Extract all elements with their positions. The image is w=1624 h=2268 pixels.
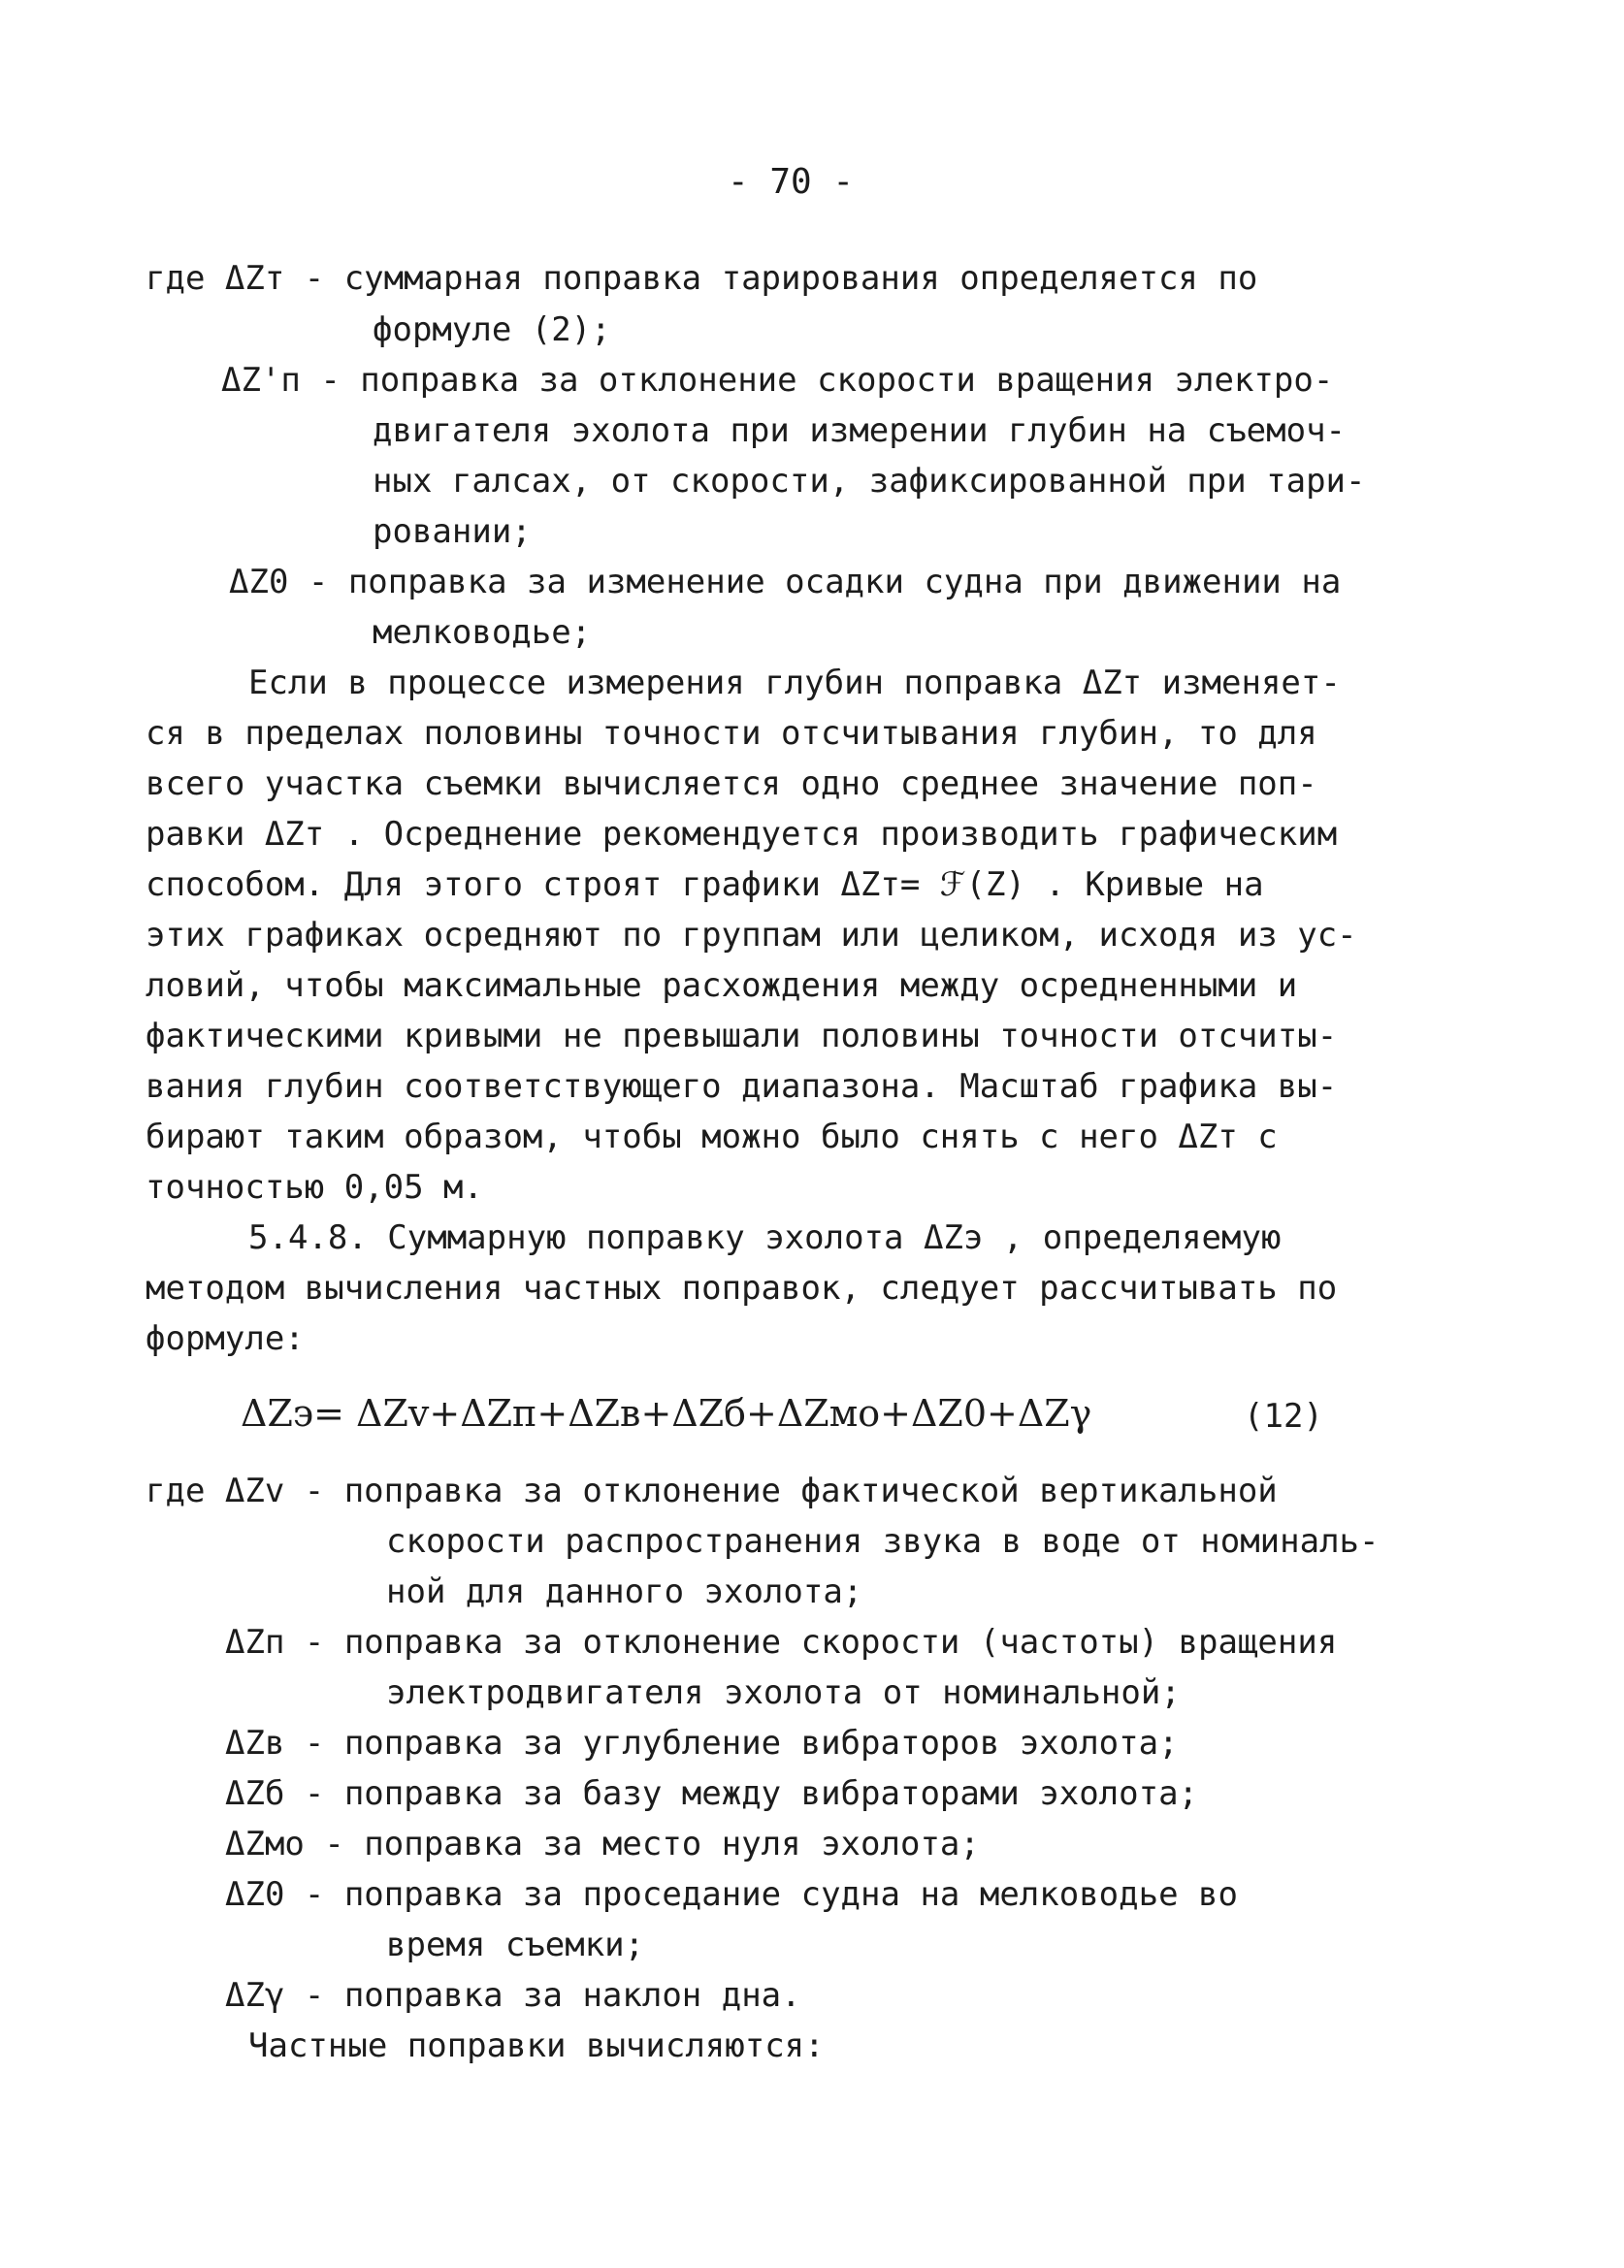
paragraph-line: вания глубин соответствующего диапазона. Масштаб графика вы- [146, 1067, 1338, 1106]
paragraph-line: бирают таким образом, чтобы можно было снять с него ΔZт с [146, 1118, 1278, 1156]
paragraph-line: формуле: [146, 1319, 305, 1358]
definition-line: ной для данного эхолота; [386, 1572, 863, 1611]
text-line: ΔZ0 - поправка за изменение осадки судна при движении на [229, 563, 1342, 601]
text-line: ных галсах, от скорости, зафиксированной при тари- [373, 462, 1366, 501]
definition-line: ΔZп - поправка за отклонение скорости (частоты) вращения [225, 1623, 1338, 1662]
definition-line: время съемки; [386, 1926, 645, 1964]
section-heading-line: 5.4.8. Суммарную поправку эхолота ΔZэ , определяемую [248, 1218, 1282, 1257]
page-number: - 70 - [728, 162, 855, 202]
paragraph-line: равки ΔZт . Осреднение рекомендуется производить графическим [146, 815, 1338, 854]
text-line: ровании; [373, 512, 532, 551]
definition-line: ΔZ0 - поправка за проседание судна на мелководье во [225, 1875, 1238, 1914]
paragraph-line: ся в пределах половины точности отсчитывания глубин, то для [146, 714, 1317, 753]
paragraph-line: ловий, чтобы максимальные расхождения между осредненными и [146, 966, 1298, 1005]
closing-line: Частные поправки вычисляются: [248, 2026, 825, 2065]
definition-line: где ΔZv - поправка за отклонение фактической вертикальной [146, 1472, 1278, 1510]
text-line: двигателя эхолота при измерении глубин на съемоч- [373, 411, 1347, 450]
formula-12: ΔZэ= ΔZv+ΔZп+ΔZв+ΔZб+ΔZмо+ΔZ0+ΔZγ [241, 1392, 1092, 1435]
text-line: ΔZ'п - поправка за отклонение скорости вращения электро- [221, 361, 1334, 400]
paragraph-line: всего участка съемки вычисляется одно среднее значение поп- [146, 764, 1317, 803]
definition-line: ΔZв - поправка за углубление вибраторов эхолота; [225, 1724, 1179, 1763]
paragraph-line: этих графиках осредняют по группам или целиком, исходя из ус- [146, 916, 1357, 955]
paragraph-line: методом вычисления частных поправок, следует рассчитывать по [146, 1269, 1338, 1308]
definition-line: электродвигателя эхолота от номинальной; [386, 1673, 1181, 1712]
formula-number: (12) [1244, 1397, 1323, 1436]
paragraph-line: способом. Для этого строят графики ΔZт= ℱ(Z) . Кривые на [146, 865, 1264, 904]
text-line: мелководье; [373, 613, 592, 652]
paragraph-line: Если в процессе измерения глубин поправка ΔZт изменяет- [248, 664, 1341, 702]
definition-line: ΔZб - поправка за базу между вибраторами эхолота; [225, 1774, 1199, 1813]
definition-line: скорости распространения звука в воде от номиналь- [386, 1522, 1380, 1561]
text-line: формуле (2); [373, 310, 611, 349]
paragraph-line: точностью 0,05 м. [146, 1168, 483, 1207]
definition-line: ΔZγ - поправка за наклон дна. [225, 1976, 801, 2015]
definition-line: ΔZмо - поправка за место нуля эхолота; [225, 1825, 980, 1863]
paragraph-line: фактическими кривыми не превышали половины точности отсчиты- [146, 1017, 1338, 1055]
text-line: где ΔZт - суммарная поправка тарирования определяется по [146, 259, 1258, 298]
